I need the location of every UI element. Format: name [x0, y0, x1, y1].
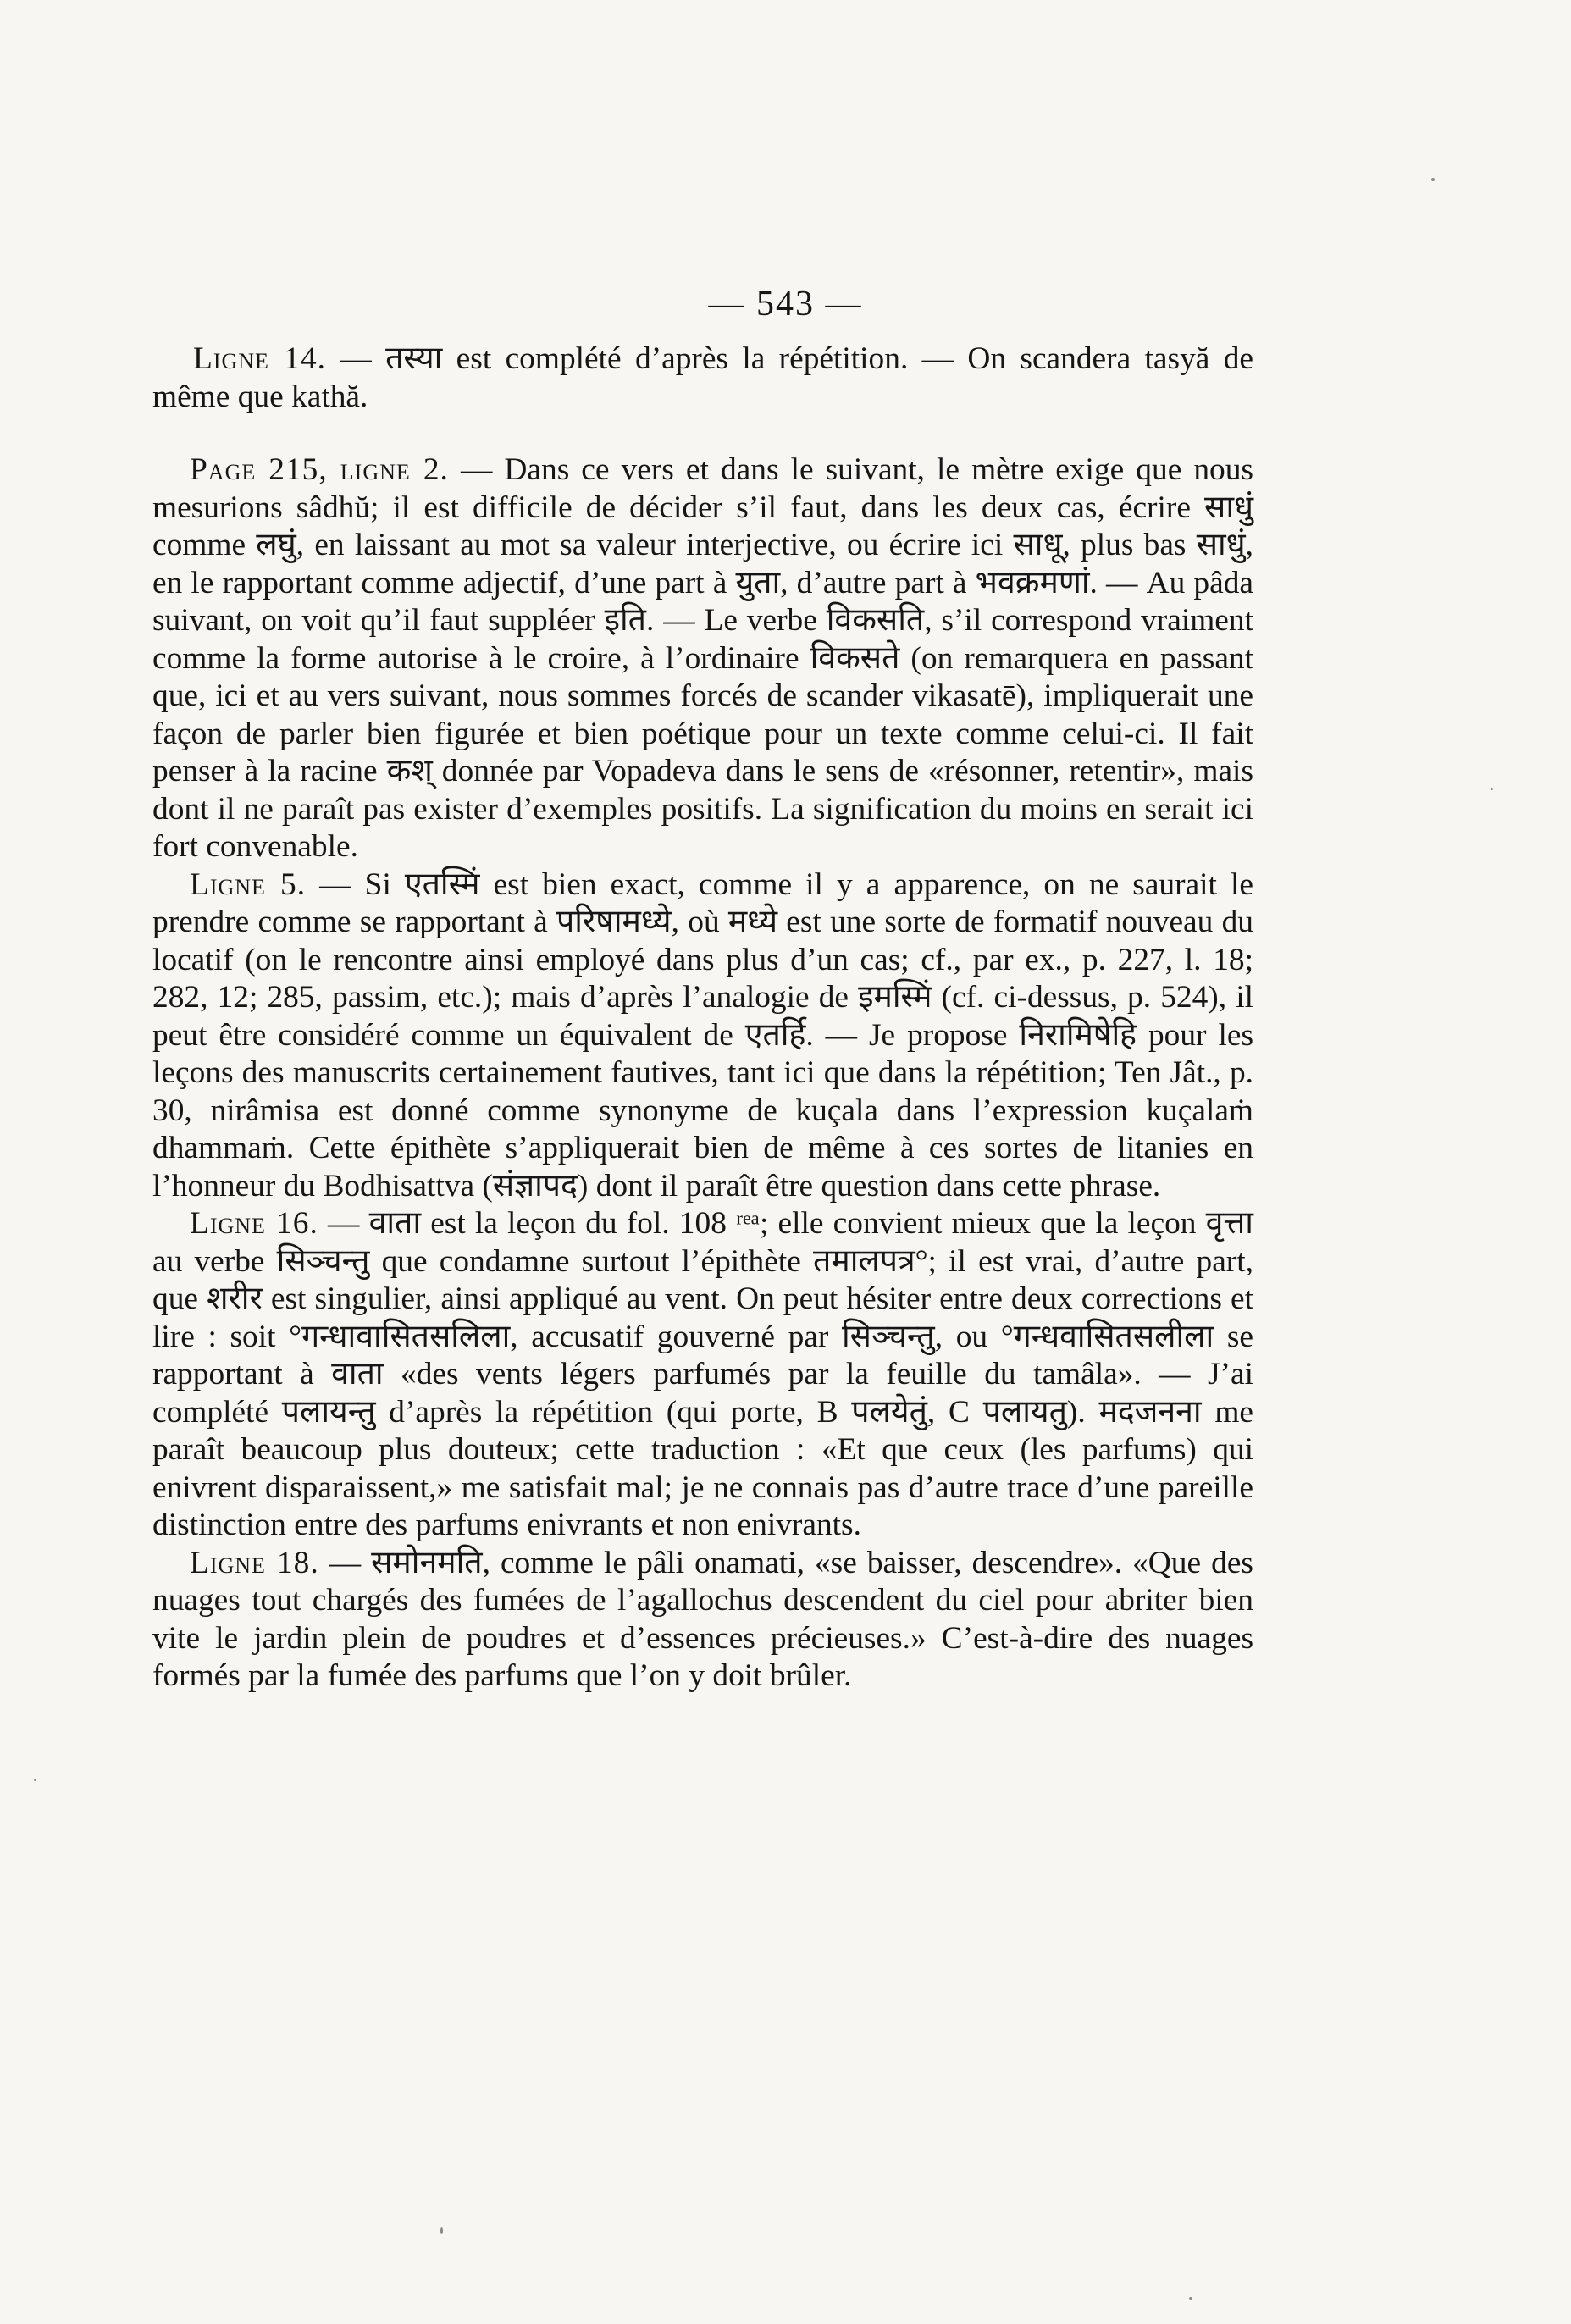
paragraph-ligne-16 — [152, 1205, 1253, 1545]
paragraph-lead: Ligne 5. — [190, 866, 307, 902]
paragraph-text: — Si एतस्मिं est bien exact, comme il y a apparence, on ne saurait le prendre comme se rapportant à परिषामध्ये, où मध्ये est une sorte de formatif nouveau du locatif (on le rencontre ainsi employé dans plus d’un cas; cf., par ex., p. 227, l. 18; 282, 12; 285, passim, etc.); mais d’après l’analogie de इमस्मिं (cf. ci-dessus, p. 524), il peut être considéré comme un équivalent de एतर्हि. — Je propose निरामिषेहि pour les leçons des manuscrits certainement fautives, tant ici que dans la répétition; Ten Jât., p. 30, nirâmisa est donné comme synonyme de kuçala dans l’expression kuçalaṁ dhammaṁ. Cette épithète s’appliquerait bien de même à ces sortes de litanies en l’honneur du Bodhisattva (संज्ञापद) dont il paraît être question dans cette phrase. — [152, 866, 1254, 1204]
page-number: — 543 — — [708, 285, 863, 324]
paragraph-text: — समोनमति, comme le pâli onamati, «se baisser, descendre». «Que des nuages tout chargés des fumées de l’agallochus descendent du ciel pour abriter bien vite le jardin plein de poudres et d’essences précieuses.» C’est-à-dire des nuages formés par la fumée des parfums que l’on y doit brûler. — [152, 1545, 1253, 1693]
paragraph-text: — Dans ce vers et dans le suivant, le mètre exige que nous mesurions sâdhŭ; il est difficile de décider s’il faut, dans les deux cas, écrire साधुं comme लघुं, en laissant au mot sa valeur interjective, ou écrire ici साधू, plus bas साधुं, en le rapportant comme adjectif, d’une part à युता, d’autre part à भवक्रमणां. — Au pâda suivant, on voit qu’il faut suppléer इति. — Le verbe विकसति, s’il correspond vraiment comme la forme autorise à le croire, à l’ordinaire विकसते (on remarquera en passant que, ici et au vers suivant, nous sommes forcés de scander vikasatē), impliquerait une façon de parler bien figurée et bien poétique pour un texte comme celui-ci. Il fait penser à la racine कश् donnée par Vopadeva dans le sens de «résonner, retentir», mais dont il ne paraît pas exister d’exemples positifs. La signification du moins en serait ici fort convenable. — [152, 452, 1253, 864]
paragraph-lead: Ligne 14. — [193, 341, 327, 376]
scan-speck — [1491, 788, 1493, 790]
paragraph-ligne-18 — [152, 1545, 1253, 1696]
scan-speck — [440, 2227, 443, 2234]
scan-speck — [1189, 2297, 1192, 2300]
paragraph-text: — वाता est la leçon du fol. 108 ʳᵉᵃ; elle convient mieux que la leçon वृत्ता au verbe सिञ्चन्तु que condamne surtout l’épithète तमालपत्र°; il est vrai, d’autre part, que शरीर est singulier, ainsi appliqué au vent. On peut hésiter entre deux corrections et lire : soit °गन्धावासितसलिला, accusatif gouverné par सिञ्चन्तु, ou °गन्धवासितसलीला se rapportant à वाता «des vents légers parfumés par la feuille du tamâla». — J’ai complété पलायन्तु d’après la répétition (qui porte, B पलयेतुं, C पलायतु). मदजनना me paraît beaucoup plus douteux; cette traduction : «Et que ceux (les parfums) qui enivrent disparaissent,» me satisfait mal; je ne connais pas d’autre trace d’une pareille distinction entre des parfums enivrants et non enivrants. — [152, 1206, 1253, 1542]
commentary-text — [152, 340, 1253, 1696]
paragraph-page-215 — [152, 451, 1253, 866]
paragraph-ligne-5 — [152, 866, 1253, 1206]
paragraph-lead: Page 215, ligne 2. — [190, 452, 449, 487]
scan-speck — [34, 1779, 36, 1781]
paragraph-text: — तस्या est complété d’après la répétition. — On scandera tasyă de même que kathă. — [152, 341, 1253, 414]
paragraph-lead: Ligne 18. — [190, 1545, 319, 1580]
paragraph-ligne-14 — [152, 340, 1253, 416]
scan-speck — [1431, 178, 1435, 181]
paragraph-lead: Ligne 16. — [190, 1206, 318, 1241]
